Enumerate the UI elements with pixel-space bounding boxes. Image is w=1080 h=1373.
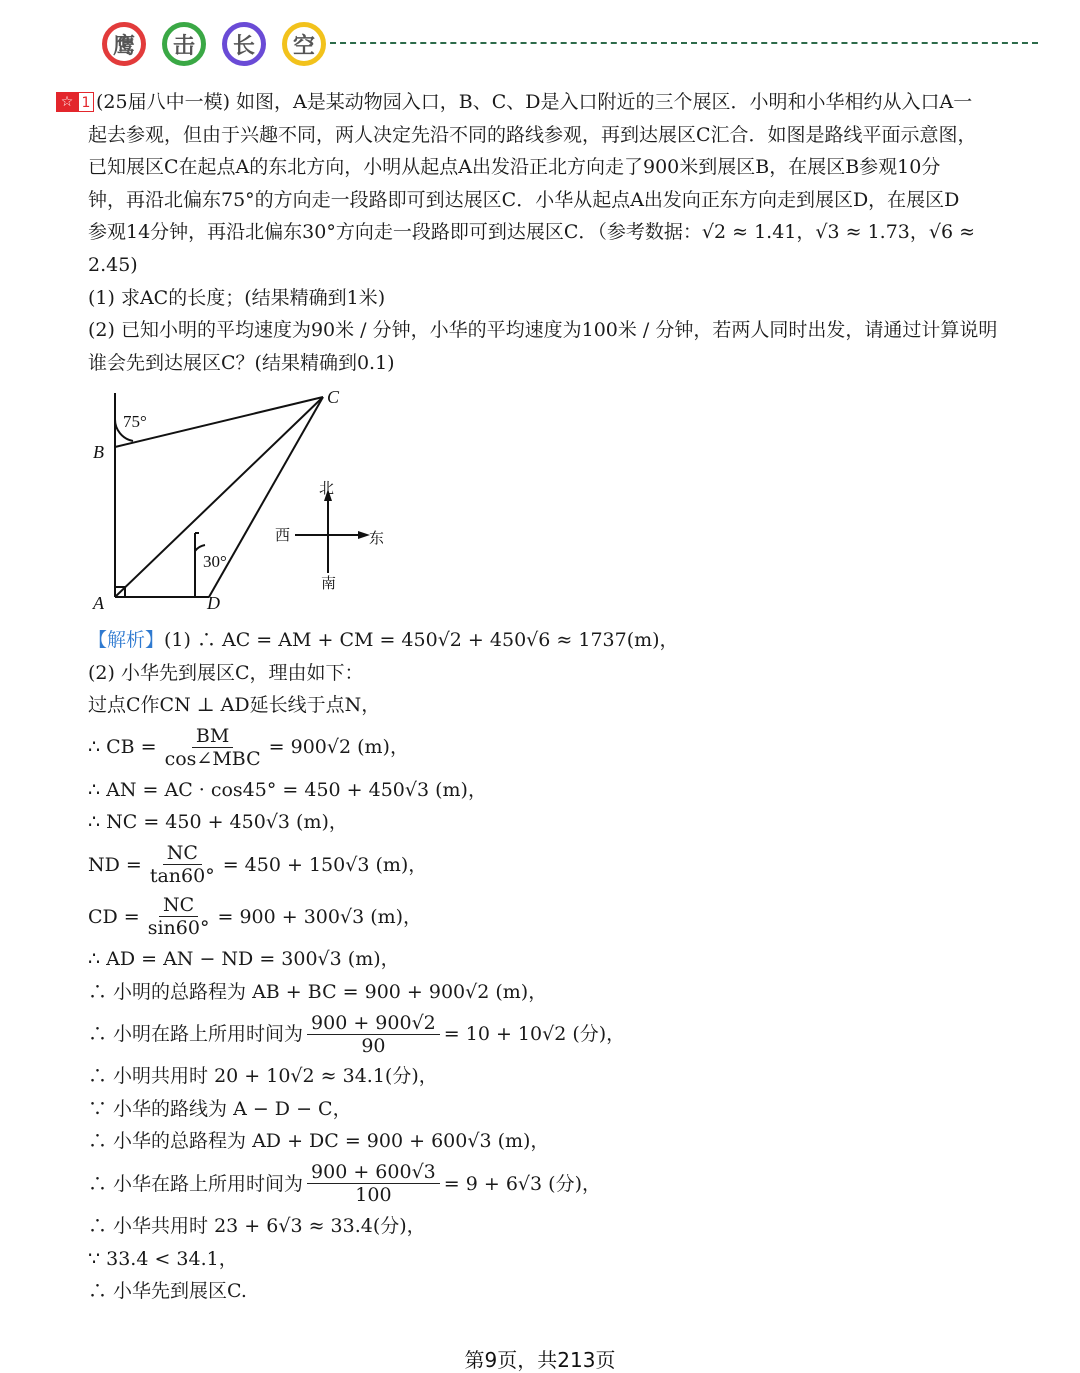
solution-line-compare: ∵ 33.4 < 34.1， [88, 1247, 238, 1270]
solution-line-conclusion: ∴ 小华先到展区C. [88, 1280, 247, 1303]
sub-question-1: (1) 求AC的长度；(结果精确到1米) [88, 286, 386, 309]
badge-kong: 空 [282, 22, 326, 66]
compass-west: 西 [275, 526, 291, 544]
solution-line-cd: CD = $\frac{NC}{\sin 60^\circ}$ = 900 + 300√3 (m)， [88, 894, 423, 940]
angle-label-75: 75° [123, 412, 147, 431]
badge-ying: 鹰 [102, 22, 146, 66]
question-line: 钟，再沿北偏东75°的方向走一段路即可到达展区C．小华从起点A出发向正东方向走到展区D，在展区D [88, 188, 960, 211]
question-line: 起去参观，但由于兴趣不同，两人决定先沿不同的路线参观，再到达展区C汇合．如图是路线平面示意图， [88, 123, 977, 146]
sub-question-2: (2) 已知小明的平均速度为90米 / 分钟，小华的平均速度为100米 / 分钟，若两人同时出发，请通过计算说明 [88, 319, 998, 342]
solution-line-an: ∴ AN = AC · cos45° = 450 + 450√3 (m)， [88, 778, 487, 801]
fraction-nd: $\frac{NC}{\tan 60^\circ}$ [149, 842, 215, 888]
fraction-cb: $\frac{BM}{\text{cos∠MBC}}$ [164, 725, 261, 771]
header-banner [100, 18, 1040, 74]
solution-line-xm-time: ∴ 小明在路上所用时间为 $\frac{900 + 900√2}{90}$ = 10 + 10√2 (分)， [88, 1011, 626, 1057]
solution-line-cb: ∴ CB = $\frac{BM}{\text{cos∠MBC}}$ = 900√2 (m)， [88, 725, 409, 771]
compass-east: 东 [369, 529, 385, 547]
compass-south: 南 [321, 574, 337, 592]
badge-chang: 长 [222, 22, 266, 66]
solution-line-ad: ∴ AD = AN − ND = 300√3 (m)， [88, 947, 400, 970]
solution-line-2: (2) 小华先到展区C，理由如下： [88, 661, 364, 684]
solution-line-xm-distance: ∴ 小明的总路程为 AB + BC = 900 + 900√2 (m)， [88, 980, 548, 1003]
header-divider [330, 42, 1038, 44]
angle-label-30: 30° [203, 552, 227, 571]
solution-line-nd: ND = $\frac{NC}{\tan 60^\circ}$ = 450 + 150√3 (m)， [88, 842, 428, 888]
solution [88, 624, 1028, 1308]
sub-question-2-cont: 谁会先到达展区C？(结果精确到0.1) [88, 351, 395, 374]
fraction-cd: $\frac{NC}{\sin 60^\circ}$ [147, 894, 210, 940]
solution-line-3: 过点C作CN ⊥ AD延长线于点N， [88, 694, 381, 717]
solution-line-1: 【解析】(1) ∴ AC = AM + CM = 450√2 + 450√6 ≈ 1737(m)， [88, 629, 679, 651]
solution-line-xm-total: ∴ 小明共用时 20 + 10√2 ≈ 34.1(分)， [88, 1065, 438, 1088]
solution-line-nc: ∴ NC = 450 + 450√3 (m)， [88, 811, 348, 834]
question-number: 1 [78, 92, 94, 112]
compass-north: 北 [319, 479, 335, 497]
page-number: 第9页，共213页 [464, 1348, 616, 1372]
question-line: (25届八中一模) 如图，A是某动物园入口，B、C、D是入口附近的三个展区．小明和小华相约从入口A一 [96, 91, 973, 113]
label-c: C [327, 387, 340, 407]
badge-ji: 击 [162, 22, 206, 66]
solution-tag: 【解析】 [88, 629, 165, 651]
label-d: D [207, 593, 220, 613]
question-line: 2.45) [88, 253, 138, 276]
solution-line-xh-route: ∵ 小华的路线为 A − D − C， [88, 1097, 352, 1120]
solution-line-xh-total: ∴ 小华共用时 23 + 6√3 ≈ 33.4(分)， [88, 1214, 426, 1237]
label-a: A [93, 593, 104, 613]
question-text [88, 86, 1046, 379]
question-line: 参观14分钟，再沿北偏东30°方向走一段路即可到达展区C．（参考数据：√2 ≈ 1.41，√3 ≈ 1.73，√6 ≈ [88, 221, 976, 244]
fraction-xh-time: $\frac{900 + 600√3}{100}$ [307, 1161, 440, 1206]
label-b: B [93, 442, 104, 462]
fraction-xm-time: $\frac{900 + 900√2}{90}$ [307, 1012, 440, 1057]
solution-line-xh-distance: ∴ 小华的总路程为 AD + DC = 900 + 600√3 (m)， [88, 1130, 550, 1153]
star-icon: ☆ [56, 92, 78, 112]
angle-arc-d [195, 545, 205, 551]
question-line: 已知展区C在起点A的东北方向，小明从起点A出发沿正北方向走了900米到展区B，在展区B参观10分 [88, 156, 941, 179]
route-diagram [85, 383, 415, 618]
solution-line-xh-time: ∴ 小华在路上所用时间为 $\frac{900 + 600√3}{100}$ = 9 + 6√3 (分)， [88, 1161, 601, 1207]
